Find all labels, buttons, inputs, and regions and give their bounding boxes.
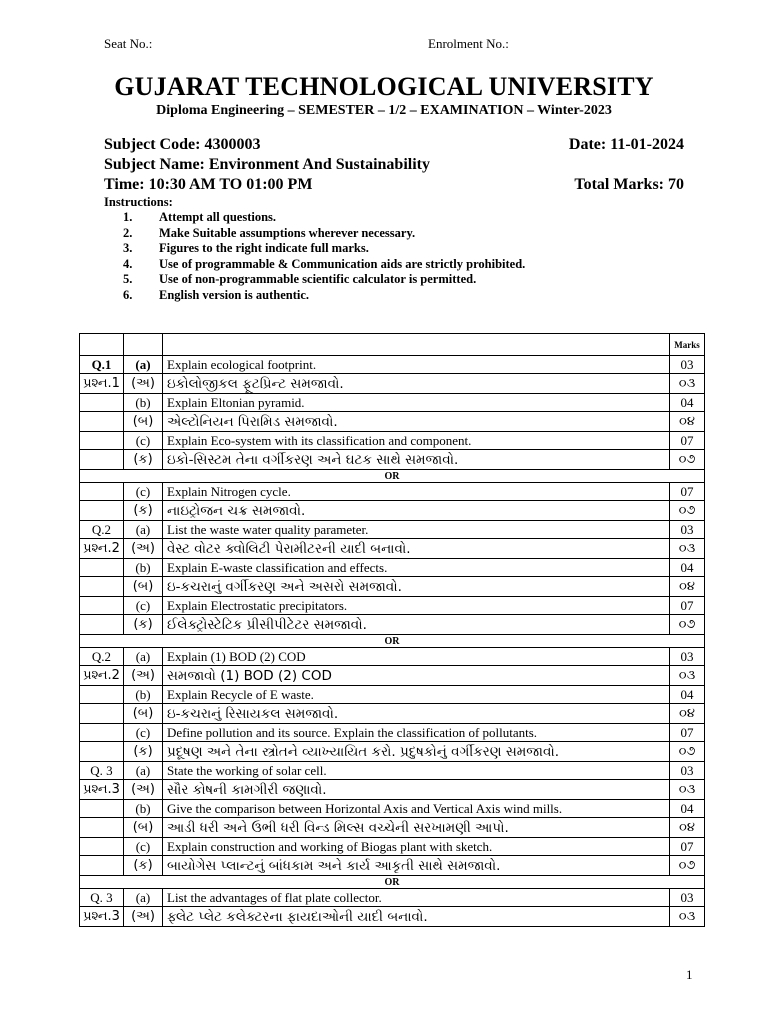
question-marks: 04: [670, 686, 705, 704]
sub-question-label: (અ): [124, 539, 163, 559]
marks-header: Marks: [670, 334, 705, 356]
question-number: Q. 3: [80, 762, 124, 780]
question-number: પ્રશ્ન.3: [80, 780, 124, 800]
question-marks: 03: [670, 889, 705, 907]
question-row-gujarati: [80, 539, 705, 559]
question-number: [80, 742, 124, 762]
question-row-gujarati: [80, 907, 705, 927]
question-number: [80, 818, 124, 838]
question-marks: ૦૭: [670, 501, 705, 521]
question-marks: 07: [670, 432, 705, 450]
question-marks: ૦૭: [670, 742, 705, 762]
sub-question-label: (અ): [124, 666, 163, 686]
question-number: [80, 394, 124, 412]
question-number: [80, 483, 124, 501]
sub-question-label: (અ): [124, 780, 163, 800]
or-separator-row: [80, 635, 705, 648]
question-number: Q.1: [80, 356, 124, 374]
question-number: [80, 856, 124, 876]
questions-table-body: [80, 334, 705, 927]
or-separator-row: [80, 470, 705, 483]
question-number: [80, 838, 124, 856]
question-marks: ૦૪: [670, 704, 705, 724]
sub-question-label: (c): [124, 483, 163, 501]
instruction-item: 4. Use of programmable & Communication aids are strictly prohibited.: [123, 256, 526, 271]
question-row-english: [80, 521, 705, 539]
question-text: Explain Eltonian pyramid.: [163, 394, 670, 412]
question-row-gujarati: [80, 780, 705, 800]
question-text: ઇકો-સિસ્ટમ તેના વર્ગીકરણ અને ઘટક સાથે સમજાવો.: [163, 450, 670, 470]
question-text: Explain (1) BOD (2) COD: [163, 648, 670, 666]
question-text: એલ્ટોનિયન પિરામિડ સમજાવો.: [163, 412, 670, 432]
question-number: પ્રશ્ન.3: [80, 907, 124, 927]
question-text: Explain ecological footprint.: [163, 356, 670, 374]
sub-question-label: (b): [124, 800, 163, 818]
exam-time: Time: 10:30 AM TO 01:00 PM: [104, 176, 313, 193]
question-row-gujarati: [80, 856, 705, 876]
question-row-gujarati: [80, 374, 705, 394]
question-row-gujarati: [80, 666, 705, 686]
question-text: ફ્લેટ પ્લેટ કલેક્ટરના ફાયદાઓની યાદી બનાવો.: [163, 907, 670, 927]
question-marks: 04: [670, 559, 705, 577]
sub-question-label: (a): [124, 762, 163, 780]
question-text: સમજાવો (1) BOD (2) COD: [163, 666, 670, 686]
question-text: Give the comparison between Horizontal Axis and Vertical Axis wind mills.: [163, 800, 670, 818]
sub-question-label: (ક): [124, 856, 163, 876]
question-marks: 03: [670, 356, 705, 374]
question-marks: ૦૭: [670, 856, 705, 876]
question-text: Explain Eco-system with its classification and component.: [163, 432, 670, 450]
question-number: Q.2: [80, 521, 124, 539]
question-number: [80, 559, 124, 577]
question-marks: ૦૩: [670, 374, 705, 394]
question-text: ઇકોલોજીકલ ફૂટપ્રિન્ટ સમજાવો.: [163, 374, 670, 394]
sub-question-label: (c): [124, 724, 163, 742]
question-number: [80, 597, 124, 615]
sub-question-label: (ક): [124, 450, 163, 470]
subject-name: Subject Name: Environment And Sustainability: [104, 156, 430, 173]
instruction-item: 2. Make Suitable assumptions wherever necessary.: [123, 225, 416, 240]
question-row-gujarati: [80, 450, 705, 470]
question-text: બાયોગેસ પ્લાન્ટનું બાંધકામ અને કાર્ય આકૃતી સાથે સમજાવો.: [163, 856, 670, 876]
instructions-list: [104, 210, 525, 304]
or-label: OR: [80, 470, 705, 483]
sub-question-label: (બ): [124, 412, 163, 432]
instruction-item: 3. Figures to the right indicate full marks.: [123, 241, 369, 256]
sub-question-label: (c): [124, 432, 163, 450]
question-text: નાઇટ્રોજન ચક્ર સમજાવો.: [163, 501, 670, 521]
question-number: [80, 501, 124, 521]
question-row-english: [80, 394, 705, 412]
question-number: [80, 800, 124, 818]
question-marks: 07: [670, 838, 705, 856]
subject-code: Subject Code: 4300003: [104, 136, 261, 153]
question-number: પ્રશ્ન.1: [80, 374, 124, 394]
question-marks: ૦૪: [670, 577, 705, 597]
question-row-english: [80, 483, 705, 501]
or-separator-row: [80, 876, 705, 889]
sub-question-label: (ક): [124, 501, 163, 521]
table-header-row: [80, 334, 705, 356]
time-row: [104, 176, 684, 194]
question-row-gujarati: [80, 412, 705, 432]
university-title: GUJARAT TECHNOLOGICAL UNIVERSITY: [114, 72, 654, 101]
sub-question-label: (b): [124, 394, 163, 412]
question-number: [80, 577, 124, 597]
instructions-title: Instructions:: [104, 195, 173, 209]
question-row-english: [80, 597, 705, 615]
question-text: Explain Recycle of E waste.: [163, 686, 670, 704]
question-row-gujarati: [80, 742, 705, 762]
question-row-english: [80, 648, 705, 666]
question-marks: 03: [670, 521, 705, 539]
question-marks: 07: [670, 483, 705, 501]
question-marks: ૦૩: [670, 666, 705, 686]
question-row-gujarati: [80, 818, 705, 838]
sub-question-label: (બ): [124, 818, 163, 838]
or-label: OR: [80, 635, 705, 648]
question-marks: 03: [670, 762, 705, 780]
question-row-gujarati: [80, 577, 705, 597]
question-text: ઇ-કચરાનું રિસાયકલ સમજાવો.: [163, 704, 670, 724]
or-label: OR: [80, 876, 705, 889]
question-number: Q.2: [80, 648, 124, 666]
question-row-english: [80, 838, 705, 856]
sub-question-label: (ક): [124, 742, 163, 762]
question-number: [80, 704, 124, 724]
question-number: પ્રશ્ન.2: [80, 539, 124, 559]
question-text: પ્રદૂષણ અને તેના સ્ત્રોતને વ્યાખ્યાયિત કરો. પ્રદુષકોનું વર્ગીકરણ સમજાવો.: [163, 742, 670, 762]
question-number: [80, 432, 124, 450]
question-text: State the working of solar cell.: [163, 762, 670, 780]
question-text: વેસ્ટ વોટર ક્વોલિટી પેરામીટરની યાદી બનાવો.: [163, 539, 670, 559]
question-text: ઇ-કચરાનું વર્ગીકરણ અને અસરો સમજાવો.: [163, 577, 670, 597]
question-number: [80, 412, 124, 432]
seat-number-label: Seat No.:: [104, 36, 153, 51]
question-row-english: [80, 724, 705, 742]
sub-question-label: (b): [124, 686, 163, 704]
question-number: Q. 3: [80, 889, 124, 907]
question-text: List the waste water quality parameter.: [163, 521, 670, 539]
question-row-english: [80, 356, 705, 374]
question-row-english: [80, 432, 705, 450]
question-number: [80, 450, 124, 470]
instruction-item: 6. English version is authentic.: [123, 287, 310, 302]
sub-question-label: (ક): [124, 615, 163, 635]
question-marks: ૦૩: [670, 780, 705, 800]
sub-question-label: (c): [124, 838, 163, 856]
sub-question-label: (a): [124, 521, 163, 539]
sub-question-label: (બ): [124, 577, 163, 597]
total-marks: Total Marks: 70: [574, 176, 684, 193]
sub-question-label: (a): [124, 889, 163, 907]
question-row-english: [80, 762, 705, 780]
page-number: 1: [686, 967, 693, 982]
question-marks: ૦૩: [670, 907, 705, 927]
sub-question-label: (a): [124, 356, 163, 374]
question-row-english: [80, 800, 705, 818]
subject-name-row: [104, 156, 684, 174]
question-marks: ૦૪: [670, 412, 705, 432]
sub-question-label: (b): [124, 559, 163, 577]
question-marks: ૦૭: [670, 450, 705, 470]
question-marks: 04: [670, 394, 705, 412]
question-number: [80, 724, 124, 742]
sub-question-label: (c): [124, 597, 163, 615]
sub-question-label: (અ): [124, 374, 163, 394]
question-text: Explain E-waste classification and effects.: [163, 559, 670, 577]
question-text: Define pollution and its source. Explain the classification of pollutants.: [163, 724, 670, 742]
question-marks: 04: [670, 800, 705, 818]
question-row-gujarati: [80, 501, 705, 521]
question-marks: 03: [670, 648, 705, 666]
question-marks: ૦૩: [670, 539, 705, 559]
question-text: Explain Nitrogen cycle.: [163, 483, 670, 501]
question-text: Explain construction and working of Biogas plant with sketch.: [163, 838, 670, 856]
subject-code-row: [104, 136, 684, 154]
question-row-gujarati: [80, 704, 705, 724]
sub-question-label: (a): [124, 648, 163, 666]
question-number: [80, 615, 124, 635]
question-row-gujarati: [80, 615, 705, 635]
sub-question-label: (અ): [124, 907, 163, 927]
question-text: આડી ધરી અને ઉભી ધરી વિન્ડ મિલ્સ વચ્ચેની સરખામણી આપો.: [163, 818, 670, 838]
question-row-english: [80, 889, 705, 907]
question-text: List the advantages of flat plate collector.: [163, 889, 670, 907]
question-number: [80, 686, 124, 704]
question-row-english: [80, 686, 705, 704]
sub-question-label: (બ): [124, 704, 163, 724]
question-marks: 07: [670, 724, 705, 742]
exam-date: Date: 11-01-2024: [568, 136, 684, 153]
question-marks: ૦૪: [670, 818, 705, 838]
instruction-item: 1. Attempt all questions.: [123, 210, 277, 224]
exam-subtitle: Diploma Engineering – SEMESTER – 1/2 – EXAMINATION – Winter-2023: [156, 103, 612, 118]
question-text: સૌર કોષની કામગીરી જણાવો.: [163, 780, 670, 800]
question-number: પ્રશ્ન.2: [80, 666, 124, 686]
question-row-english: [80, 559, 705, 577]
question-marks: ૦૭: [670, 615, 705, 635]
question-marks: 07: [670, 597, 705, 615]
question-text: ઈલેક્ટ્રોસ્ટેટિક પ્રીસીપીટેટર સમજાવો.: [163, 615, 670, 635]
questions-table: [79, 333, 705, 927]
enrolment-number-label: Enrolment No.:: [428, 36, 509, 51]
instruction-item: 5. Use of non-programmable scientific calculator is permitted.: [123, 272, 477, 287]
question-text: Explain Electrostatic precipitators.: [163, 597, 670, 615]
